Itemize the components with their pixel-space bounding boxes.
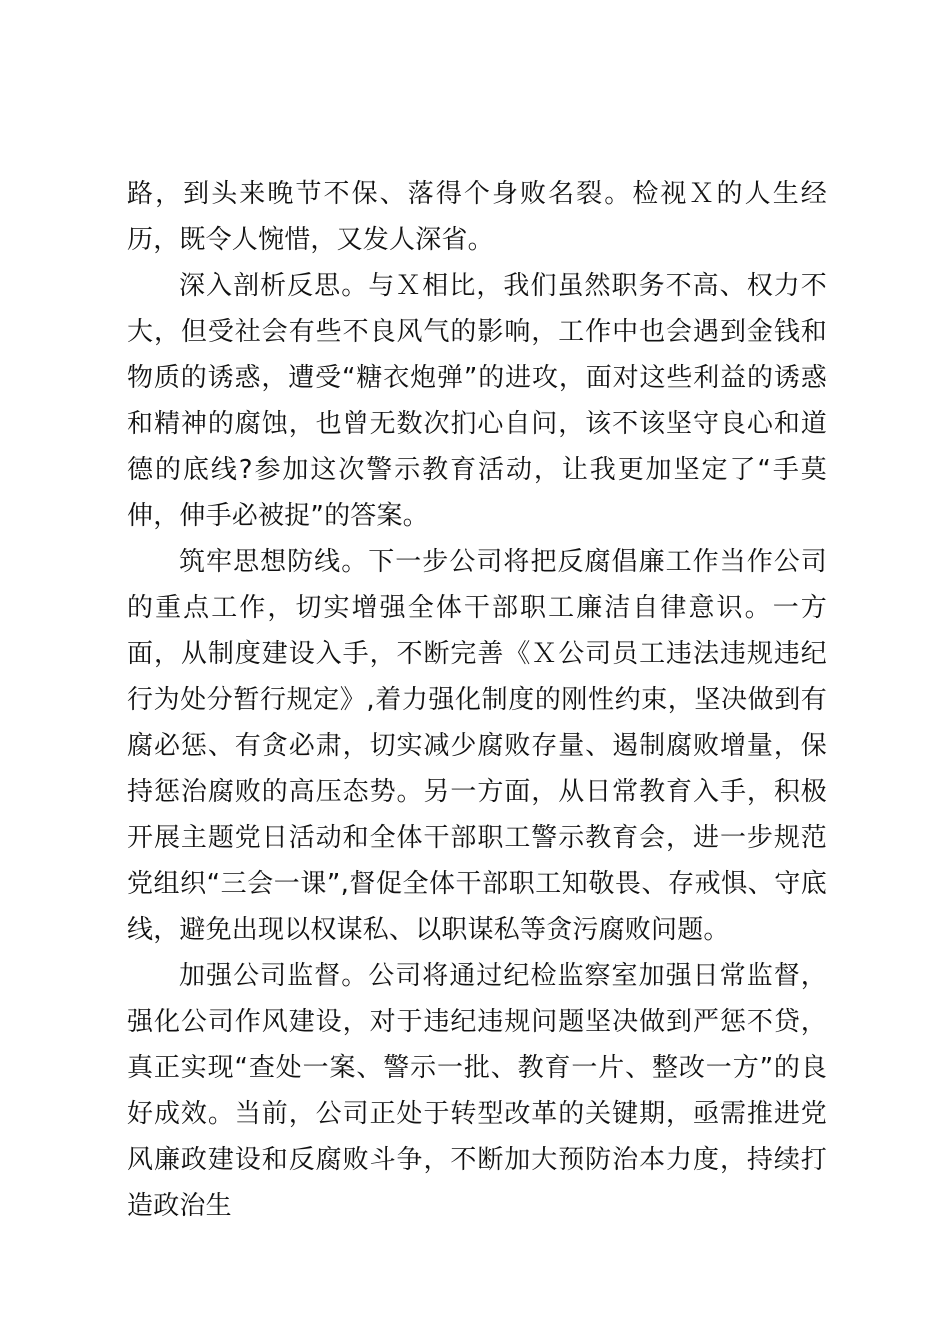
paragraph-supervision: 加强公司监督。公司将通过纪检监察室加强日常监督，强化公司作风建设，对于违纪违规问题坚决做到严惩不贷，真正实现“查处一案、警示一批、教育一片、整改一方”的良好成效。当前，公司正处于转型改革的关键期，亟需推进党风廉政建设和反腐败斗争，不断加大预防治本力度，持续打造政治生 <box>127 961 827 1221</box>
paragraph-continuation: 路，到头来晚节不保、落得个身败名裂。检视Ｘ的人生经历，既令人惋惜，又发人深省。 <box>127 179 827 255</box>
paragraph-reflection: 深入剖析反思。与Ｘ相比，我们虽然职务不高、权力不大，但受社会有些不良风气的影响，工作中也会遇到金钱和物质的诱惑，遭受“糖衣炮弹”的进攻，面对这些利益的诱惑和精神的腐蚀，也曾无数次扪心自问，该不该坚守良心和道德的底线?参加这次警示教育活动，让我更加坚定了“手莫伸，伸手必被捉”的答案。 <box>127 271 827 531</box>
document-body <box>127 171 827 1229</box>
paragraph-ideological-defense: 筑牢思想防线。下一步公司将把反腐倡廉工作当作公司的重点工作，切实增强全体干部职工廉洁自律意识。一方面，从制度建设入手，不断完善《Ｘ公司员工违法违规违纪行为处分暂行规定》,着力强化制度的刚性约束，坚决做到有腐必惩、有贪必肃，切实减少腐败存量、遏制腐败增量，保持惩治腐败的高压态势。另一方面，从日常教育入手，积极开展主题党日活动和全体干部职工警示教育会，进一步规范党组织“三会一课”,督促全体干部职工知敬畏、存戒惧、守底线，避免出现以权谋私、以职谋私等贪污腐败问题。 <box>127 547 827 945</box>
